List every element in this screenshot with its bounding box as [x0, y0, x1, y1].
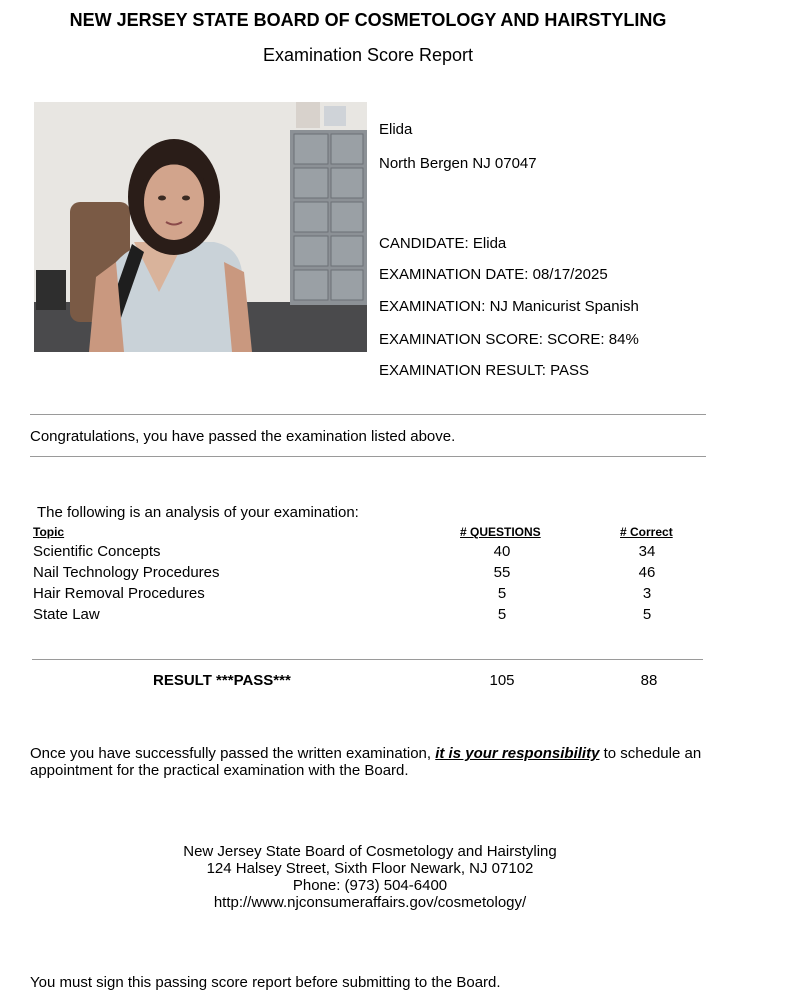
divider — [30, 414, 706, 415]
sign-notice: You must sign this passing score report before submitting to the Board. — [30, 974, 501, 991]
exam-name: EXAMINATION: NJ Manicurist Spanish — [379, 298, 639, 315]
board-url[interactable]: http://www.njconsumeraffairs.gov/cosmetology/ — [213, 894, 527, 911]
exam-candidate: CANDIDATE: Elida — [379, 235, 507, 252]
exam-score: EXAMINATION SCORE: SCORE: 84% — [379, 331, 639, 348]
correct-cell: 3 — [642, 585, 652, 602]
divider — [30, 456, 706, 457]
report-subtitle: Examination Score Report — [262, 45, 474, 65]
topic-cell: State Law — [33, 606, 100, 623]
result-label: RESULT ***PASS*** — [153, 672, 291, 689]
divider — [32, 659, 703, 660]
responsibility-paragraph — [30, 745, 730, 779]
topic-header: Topic — [33, 525, 65, 539]
correct-cell: 46 — [638, 564, 656, 581]
board-name: New Jersey State Board of Cosmetology and Hairstyling — [183, 843, 557, 860]
questions-cell: 40 — [493, 543, 511, 560]
total-questions: 105 — [489, 672, 515, 689]
exam-date: EXAMINATION DATE: 08/17/2025 — [379, 266, 608, 283]
candidate-photo — [34, 102, 367, 352]
questions-cell: 55 — [493, 564, 511, 581]
total-correct: 88 — [640, 672, 658, 689]
topic-cell: Hair Removal Procedures — [33, 585, 205, 602]
correct-cell: 34 — [638, 543, 656, 560]
candidate-name: Elida — [379, 121, 413, 138]
responsibility-text-start: Once you have successfully passed the written examination, — [30, 745, 436, 762]
topic-cell: Nail Technology Procedures — [33, 564, 220, 581]
questions-cell: 5 — [497, 606, 507, 623]
analysis-intro: The following is an analysis of your examination: — [37, 504, 359, 521]
correct-cell: 5 — [642, 606, 652, 623]
board-address — [0, 843, 740, 911]
candidate-city: North Bergen NJ 07047 — [379, 155, 537, 172]
board-street: 124 Halsey Street, Sixth Floor Newark, NJ 07102 — [206, 860, 534, 877]
questions-header: # QUESTIONS — [460, 525, 541, 539]
board-phone: Phone: (973) 504-6400 — [292, 877, 448, 894]
congratulations-text: Congratulations, you have passed the examination listed above. — [30, 428, 456, 445]
responsibility-emphasis: it is your responsibility — [435, 745, 600, 762]
topic-cell: Scientific Concepts — [33, 543, 161, 560]
questions-cell: 5 — [497, 585, 507, 602]
correct-header: # Correct — [620, 525, 673, 539]
report-title: NEW JERSEY STATE BOARD OF COSMETOLOGY AND HAIRSTYLING — [69, 10, 667, 30]
responsibility-text-end: to schedule an appointment for the practical examination with the Board. — [30, 745, 702, 779]
exam-result: EXAMINATION RESULT: PASS — [379, 362, 590, 379]
